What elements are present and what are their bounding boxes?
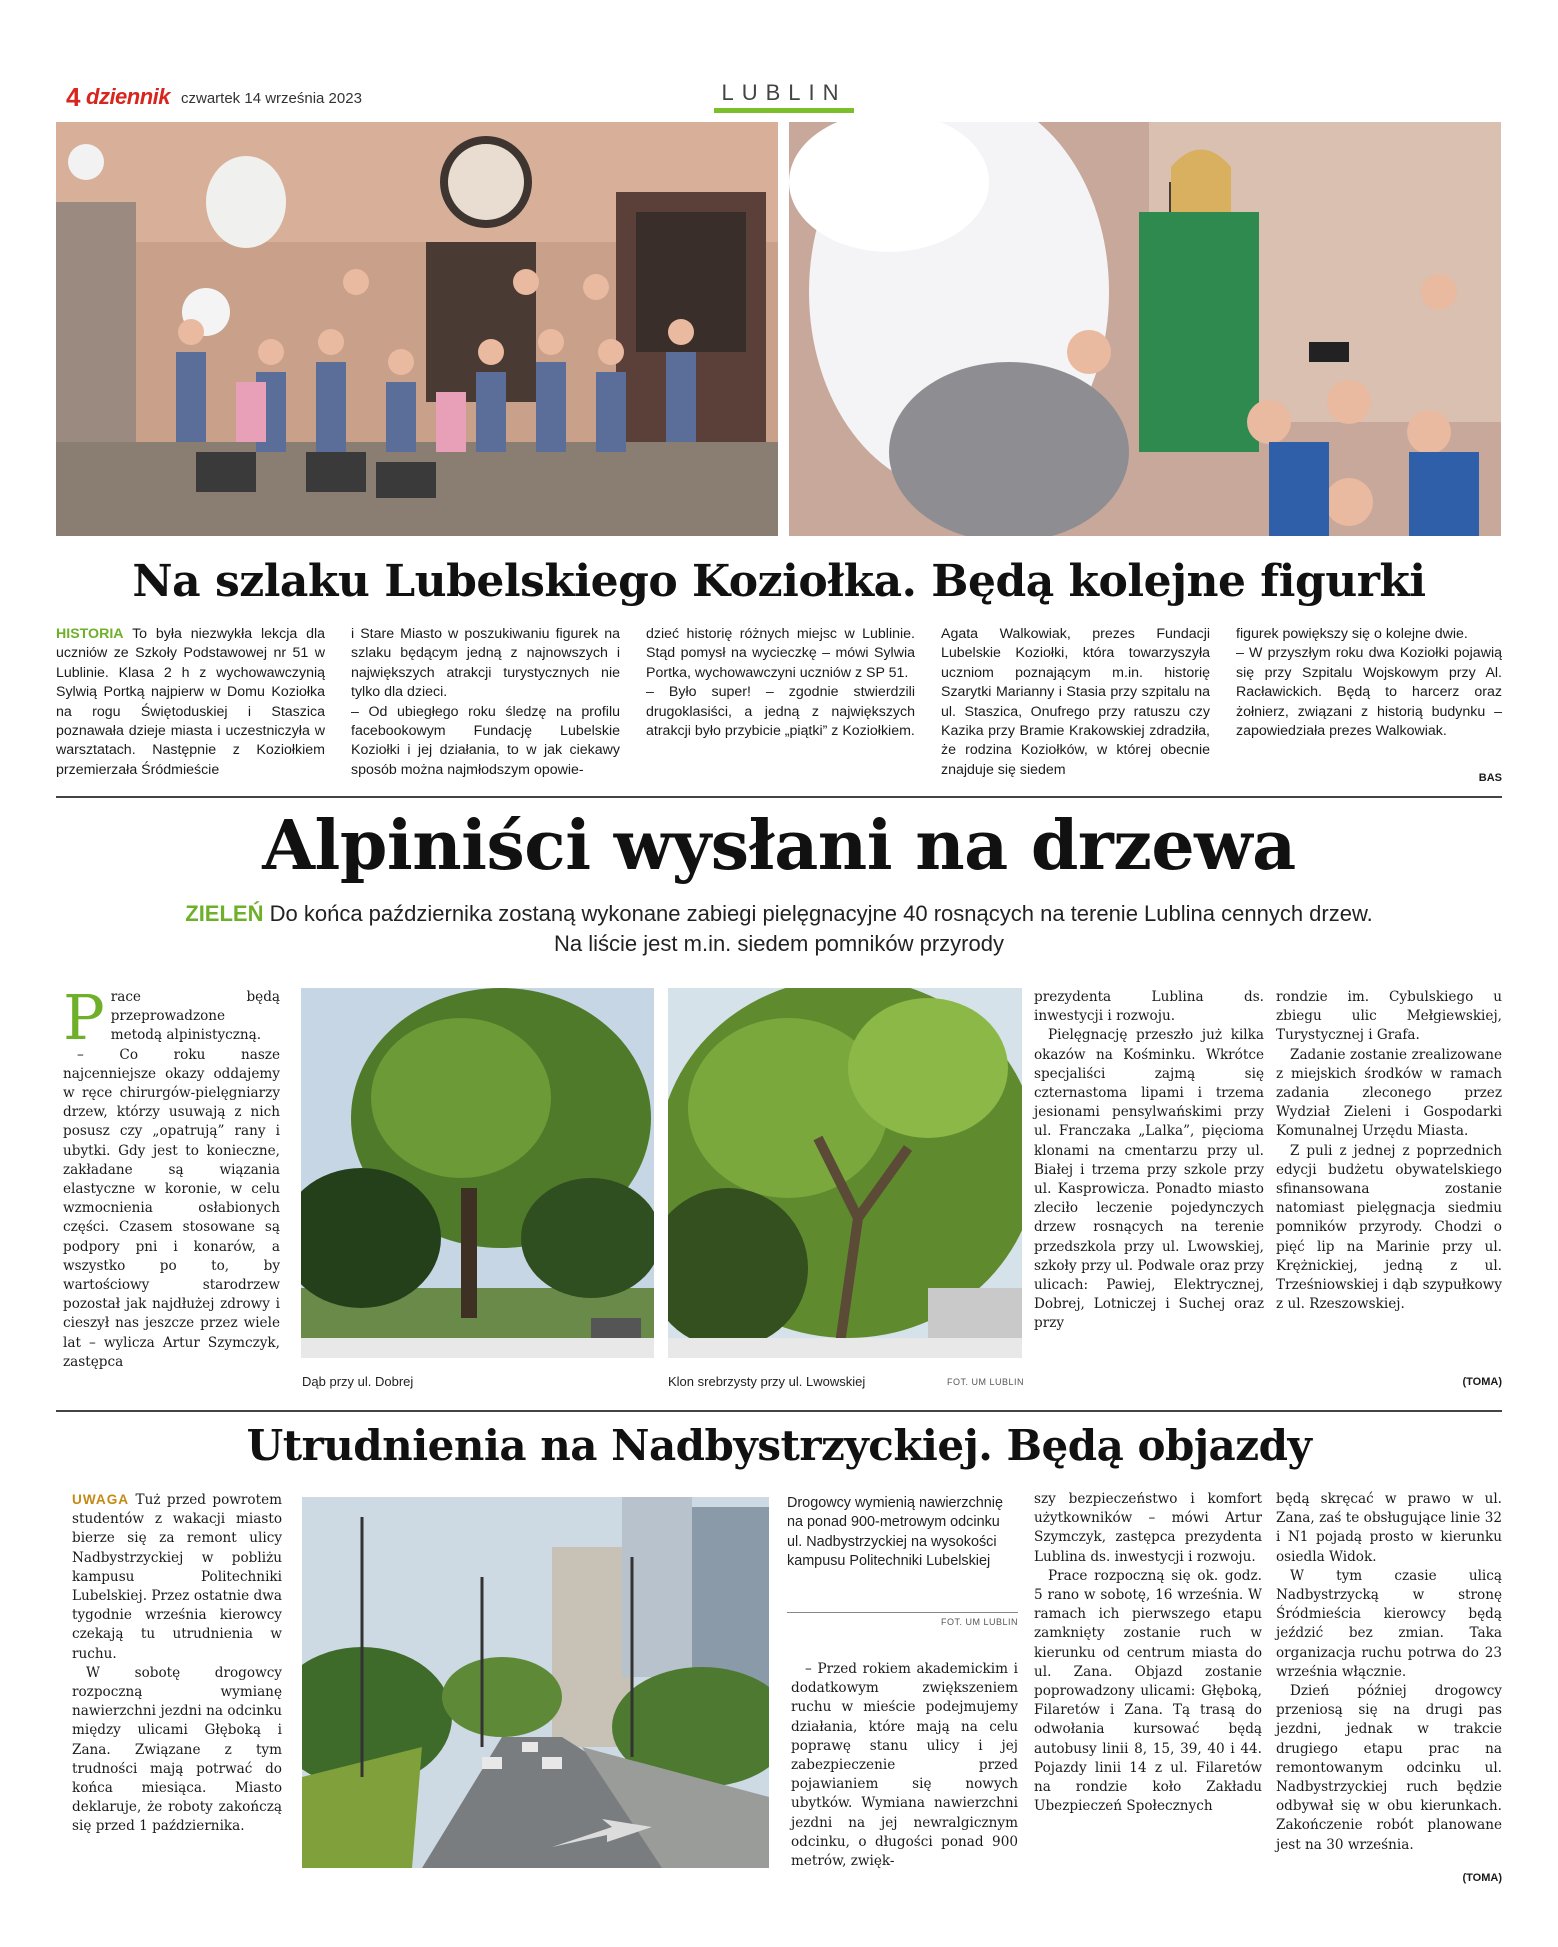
article2-kicker: ZIELEŃ bbox=[185, 901, 264, 926]
article3-column-4 bbox=[1034, 1490, 1262, 1816]
article2-lead-line2: Na liście jest m.in. siedem pomników przyrody bbox=[554, 931, 1004, 956]
photo-nadbystrzycka-street bbox=[302, 1497, 769, 1868]
article3-kicker: UWAGA bbox=[72, 1492, 130, 1507]
article3-col4-p2: Prace rozpoczną się ok. godz. 5 rano w sobotę, 16 września. W ramach ich pierwszego etapu zamknięty zostanie ruch w kierunku od centrum miasta do ul. Zana. Objazd zostanie poprowadzony ulicami: Głęboką, Filaretów i Zana. Tą trasą do odwołania kursować będą autobusy linii 8, 15, 39, 40 i 44. Pojazdy linii 14 z ul. Filaretów na rondzie koło Zakładu Ubezpieczeń Społecznych bbox=[1034, 1567, 1262, 1815]
article3-photo-caption: Drogowcy wymienią nawierzchnię na ponad 900-metrowym odcinku ul. Nadbystrzyckiej na wysokości kampusu Politechniki Lubelskiej bbox=[787, 1495, 1003, 1570]
article2-col4-p2: Zadanie zostanie zrealizowane z miejskich środków w ramach zadania zleconego przez Wydział Zieleni i Gospodarki Komunalnej Urzędu Miasta. bbox=[1276, 1046, 1502, 1140]
photo-maple-lwowska bbox=[668, 988, 1022, 1358]
article1-kicker: HISTORIA bbox=[56, 626, 124, 642]
article2-column-3 bbox=[1034, 988, 1264, 1334]
article3-col5-p3: Dzień później drogowcy przeniosą się na drugi pas jezdni, jednak w trakcie drugiego etapu prac na remontowanym odcinku ul. Nadbystrzyckiej ruch będzie odbywał się w obu kierunkach. Zakończenie robót planowane jest na 30 września. bbox=[1276, 1683, 1502, 1853]
article3-col5-p2: W tym czasie ulicą Nadbystrzycką w stronę Śródmieścia kierowcy będą jeździć bez zmian. Taka organizacja ruchu potrwa do 23 września włącznie. bbox=[1276, 1567, 1502, 1680]
article1-column-2: i Stare Miasto w poszukiwaniu figurek na szlaku będącym jedną z najnowszych i największych atrakcji turystycznych nie tylko dla dzieci. – Od ubiegłego roku śledzę na profilu facebookowym Fundację Lubelskie Koziołki i jej działania, to w jak ciekawy sposób można najmłodszym opowie- bbox=[351, 626, 620, 778]
article2-lead bbox=[56, 900, 1502, 928]
photo-credit-trees: FOT. UM LUBLIN bbox=[946, 1377, 1024, 1387]
article2-col3-p1: prezydenta Lublina ds. inwestycji i rozwoju. bbox=[1034, 989, 1264, 1025]
article2-column-1 bbox=[63, 981, 280, 1372]
article2-col1-rest: – Co roku nasze najcenniejsze okazy oddajemy w ręce chirurgów-pielęgniarzy drzew, którzy usuwają z nich posusz czy „opatrują” rany i ubytki. Gdy jest to konieczne, zakładane są wiązania elastyczne w koronie, w celu wzmocnienia osłabionych części. Czasem stosowane są podpory pni i konarów, a wszystko po to, by wartościowy starodrzew pozostał jak najdłużej zdrowy i cieszył nas jeszcze przez wiele lat – wylicza Artur Szymczyk, zastępca bbox=[63, 1046, 280, 1370]
article3-col1-p2: W sobotę drogowcy rozpoczną wymianę nawierzchni jezdni na odcinku między ulicami Głęboką i Zana. Związane z tym trudności mają potrwać do końca miesiąca. Miasto deklaruje, że roboty zakończą się przed 1 października. bbox=[72, 1664, 282, 1835]
group-photo-children bbox=[56, 122, 778, 536]
article3-signature: (TOMA) bbox=[1462, 1872, 1502, 1884]
article2-title: Alpiniści wysłani na drzewa bbox=[262, 806, 1296, 886]
article3-col3-p1: – Przed rokiem akademickim i dodatkowym zwiększeniem ruchu w mieście podejmujemy działania, które mają na celu poprawę stanu ulicy i jej zabezpieczenie przed pojawianiem się nowych ubytków. Wymiana nawierzchni jezdni na jej newralgicznym odcinku, o długości ponad 900 metrów, zwięk- bbox=[791, 1661, 1018, 1870]
newspaper-logo: dziennik bbox=[86, 84, 171, 109]
article2-dropcap: P bbox=[63, 981, 105, 1054]
article3-column-5 bbox=[1276, 1490, 1502, 1855]
article3-col1-p1: Tuż przed powrotem studentów z wakacji miasto bierze się za remont ulicy Nadbystrzyckiej w pobliżu kampusu Politechniki Lubelskiej. Przez ostatnie dwa tygodnie września kierowcy czekają tu utrudnienia w ruchu. bbox=[72, 1492, 282, 1662]
photo-mascot-with-children bbox=[789, 122, 1501, 536]
article3-col4-p1: szy bezpieczeństwo i komfort użytkowników – mówi Artur Szymczyk, zastępca prezydenta Lublina ds. inwestycji i rozwoju. bbox=[1034, 1491, 1262, 1565]
page-number: 4 bbox=[66, 82, 81, 112]
article1-column-5: figurek powiększy się o kolejne dwie. – W przyszłym roku dwa Koziołki pojawią się przy Szpitalu Wojskowym przy Al. Racławickich. Będą to harcerz oraz żołnierz, związani z historią budynku – zapowiedziała prezes Walkowiak. bbox=[1236, 626, 1502, 740]
caption-maple: Klon srebrzysty przy ul. Lwowskiej bbox=[668, 1374, 866, 1389]
caption-rule bbox=[787, 1612, 1018, 1613]
article2-col1-first: race będą przeprowadzone metodą alpinistyczną. bbox=[110, 989, 280, 1044]
article1-column-3: dzieć historię różnych miejsc w Lublinie. Stąd pomysł na wycieczkę – mówi Sylwia Portka, wychowawczyni uczniów z SP 51. – Było super! – zgodnie stwierdzili drugoklasiści, a jedną z największych atrakcji było przybicie „piątki” z Koziołkiem. bbox=[646, 626, 915, 740]
article-divider-1 bbox=[56, 796, 1502, 798]
article2-col3-p2: Pielęgnację przeszło już kilka okazów na Kośminku. Wkrótce specjaliści zajmą się czternastoma lipami i trzema jesionami pensylwańskimi przy ul. Franczaka „Lalka”, pięcioma klonami na cmentarzu przy ul. Białej i trzema przy szkole przy ul. Kasprowicza. Ponadto miasto zleciło leczenie pojedynczych drzew rosnących na terenie przedszkola przy ul. Lwowskiej, szkoły przy ul. Podwale oraz przy ulicach: Pawiej, Elektrycznej, Dobrej, Lotniczej i Suchej oraz przy bbox=[1034, 1027, 1264, 1332]
article2-col4-p1: rondzie im. Cybulskiego u zbiegu ulic Mełgiewskiej, Turystycznej i Grafa. bbox=[1276, 989, 1502, 1044]
article2-col4-p3: Z puli z jednej z poprzednich edycji budżetu obywatelskiego sfinansowana zostanie natomiast pielęgnacja siedmiu pomników przyrody. Chodzi o pięć lip na Marinie przy ul. Krężnickiej, jedną z ul. Trześniowskiej i dąb szypułkowy z ul. Rzeszowskiej. bbox=[1276, 1142, 1502, 1313]
issue-date: czwartek 14 września 2023 bbox=[181, 90, 362, 107]
article2-signature: (TOMA) bbox=[1462, 1376, 1502, 1388]
article1-col1-text: To była niezwykła lekcja dla uczniów ze Szkoły Podstawowej nr 51 w Lublinie. Klasa 2 h z wychowawczynią Sylwią Portką najpierw w Domu Koziołka na rogu Świętoduskiej i Staszica poznawała dzieje miasta i uczestniczyła w warsztatach. Następnie z Koziołkiem przemierzała Śródmieście bbox=[56, 626, 325, 778]
section-name: LUBLIN bbox=[721, 80, 847, 105]
article3-col5-p1: będą skręcać w prawo w ul. Zana, zaś te obsługujące linie 32 i N1 pojadą prosto w kierunku osiedla Widok. bbox=[1276, 1491, 1502, 1565]
article1-title: Na szlaku Lubelskiego Koziołka. Będą kolejne figurki bbox=[132, 556, 1426, 607]
photo-credit-street: FOT. UM LUBLIN bbox=[940, 1617, 1018, 1627]
caption-oak: Dąb przy ul. Dobrej bbox=[302, 1374, 414, 1389]
article3-column-1 bbox=[72, 1490, 282, 1837]
article3-title: Utrudnienia na Nadbystrzyckiej. Będą objazdy bbox=[246, 1421, 1312, 1470]
photo-oak-dobra bbox=[301, 988, 654, 1358]
article1-column-1 bbox=[56, 625, 325, 780]
section-accent-bar bbox=[714, 108, 854, 113]
article2-lead-line1: Do końca października zostaną wykonane zabiegi pielęgnacyjne 40 rosnących na terenie Lublina cennych drzew. bbox=[269, 901, 1373, 926]
article1-column-4: Agata Walkowiak, prezes Fundacji Lubelskie Koziołki, która towarzyszyła uczniom poznającym m.in. historię Szarytki Marianny i Stasia przy szpitalu na ul. Staszica, Onufrego przy ratuszu czy Kazika przy Bramie Krakowskiej zdradziła, że rodzina Koziołków, w której obecnie znajduje się siedem bbox=[941, 626, 1210, 778]
article2-column-4 bbox=[1276, 988, 1502, 1314]
article3-column-3 bbox=[791, 1660, 1018, 1871]
article1-signature: BAS bbox=[1478, 772, 1502, 784]
article-divider-2 bbox=[56, 1410, 1502, 1412]
